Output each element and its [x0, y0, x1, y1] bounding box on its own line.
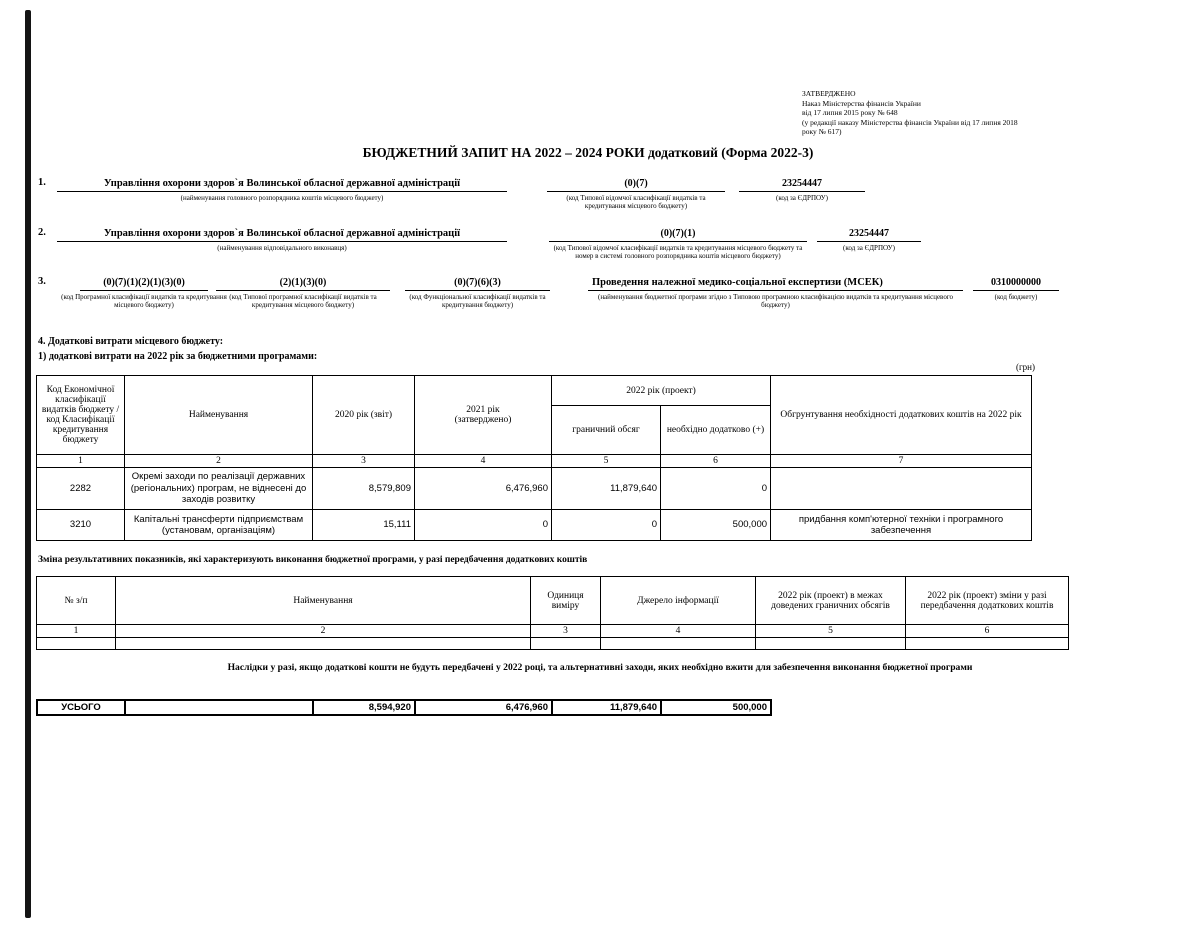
- col-header-changes: 2022 рік (проект) зміни у разі передбачення додаткових коштів: [906, 577, 1069, 625]
- approval-line: Наказ Міністерства фінансів України: [802, 98, 921, 108]
- totals-limit: 11,879,640: [552, 700, 661, 715]
- column-number: 5: [552, 455, 661, 468]
- class-code-value: (0)(7)(1): [549, 227, 807, 242]
- table-row: [37, 468, 1032, 510]
- empty-cell: [125, 700, 313, 715]
- form-title: БЮДЖЕТНИЙ ЗАПИТ НА 2022 – 2024 РОКИ додатковий (Форма 2022-3): [362, 145, 814, 160]
- col-header-limit: граничний обсяг: [552, 406, 661, 455]
- empty-row: [37, 638, 1069, 650]
- totals-2021: 6,476,960: [415, 700, 552, 715]
- row-code: 3210: [37, 510, 125, 541]
- col-header-2020: 2020 рік (звіт): [313, 376, 415, 455]
- section1-number: 1.: [38, 177, 46, 188]
- row-code: 2282: [37, 468, 125, 510]
- chief-administrator-caption: (найменування головного розпорядника коштів місцевого бюджету): [180, 193, 384, 202]
- totals-label: УСЬОГО: [37, 700, 125, 715]
- col-header-2022-group: 2022 рік (проект): [552, 376, 771, 406]
- approval-line: року № 617): [802, 127, 842, 137]
- approval-line: від 17 липня 2015 року № 648: [802, 108, 898, 118]
- column-number-row: [37, 455, 1032, 468]
- indicators-table: [36, 576, 1069, 650]
- column-number: 4: [415, 455, 552, 468]
- empty-cell: [531, 638, 601, 650]
- row-2021-value: 0: [415, 510, 552, 541]
- totals-row: [37, 700, 771, 715]
- consequences-text: Наслідки у разі, якщо додаткові кошти не будуть передбачені у 2022 році, та альтернативні заходи, яких необхідно вжити для забезпечення виконання бюджетної програми: [227, 662, 973, 673]
- edrpou-caption: (код за ЄДРПОУ): [843, 243, 895, 252]
- typical-program-code-field: [216, 276, 390, 310]
- column-number: 4: [601, 625, 756, 638]
- col-header-justification: Обгрунтування необхідності додаткових коштів на 2022 рік: [771, 376, 1032, 455]
- column-number: 6: [661, 455, 771, 468]
- approval-line: (у редакції наказу Міністерства фінансів України від 17 липня 2018: [802, 117, 1018, 127]
- functional-code-field: [405, 276, 550, 310]
- section2-edrpou-field: [817, 227, 921, 252]
- column-number: 2: [125, 455, 313, 468]
- column-number: 1: [37, 625, 116, 638]
- responsible-executor-caption: (найменування відповідального виконавця): [217, 243, 347, 252]
- typical-program-code-caption: (код Типової програмної класифікації видатків та кредитування місцевого бюджету): [229, 292, 377, 310]
- row-justification: [771, 468, 1032, 510]
- program-code-field: [60, 276, 228, 310]
- approval-stamp: [802, 89, 1102, 137]
- budget-code-caption: (код бюджету): [994, 292, 1038, 301]
- col-header-2021: [415, 376, 552, 455]
- col-header-unit: Одиниця виміру: [531, 577, 601, 625]
- empty-cell: [756, 638, 906, 650]
- col-header-index: № з/п: [37, 577, 116, 625]
- col-header-additional-text: необхідно додатково (+): [666, 425, 765, 435]
- col-header-code: Код Економічної класифікації видатків бюджету / код Класифікації кредитування бюджету: [37, 376, 125, 455]
- column-number: 5: [756, 625, 906, 638]
- section2-number: 2.: [38, 227, 46, 238]
- left-scan-artifact-bar: [25, 10, 31, 918]
- program-name-field: [588, 276, 963, 310]
- section2-responsible-executor: [57, 227, 507, 252]
- program-code-caption: (код Програмної класифікації видатків та кредитування місцевого бюджету): [61, 292, 227, 310]
- row-limit-value: 0: [552, 510, 661, 541]
- column-number: 6: [906, 625, 1069, 638]
- section4-subheading: 1) додаткові витрати на 2022 рік за бюджетними програмами:: [38, 351, 318, 362]
- section4-heading: 4. Додаткові витрати місцевого бюджету:: [38, 336, 224, 347]
- column-number: 2: [116, 625, 531, 638]
- typical-program-code-value: (2)(1)(3)(0): [216, 276, 390, 291]
- section1-chief-administrator: [57, 177, 507, 202]
- program-name-caption: (найменування бюджетної програми згідно з Типовою програмною класифікацією видатків та кредитування місцевого бюджету): [597, 292, 954, 310]
- totals-table: [36, 699, 772, 716]
- edrpou-caption: (код за ЄДРПОУ): [776, 193, 828, 202]
- empty-cell: [906, 638, 1069, 650]
- section3-number: 3.: [38, 276, 46, 287]
- section1-class-code-field: [547, 177, 725, 211]
- chief-administrator-name: Управління охорони здоров`я Волинської обласної державної адміністрації: [57, 177, 507, 192]
- section1-edrpou-field: [739, 177, 865, 202]
- program-code-value: (0)(7)(1)(2)(1)(3)(0): [80, 276, 208, 291]
- class-code-value: (0)(7): [547, 177, 725, 192]
- functional-code-value: (0)(7)(6)(3): [405, 276, 550, 291]
- col-header-2021-text: 2021 рік (затверджено): [454, 405, 512, 425]
- currency-note: (грн): [1015, 362, 1035, 372]
- col-header-name: Найменування: [116, 577, 531, 625]
- totals-2020: 8,594,920: [313, 700, 415, 715]
- responsible-executor-name: Управління охорони здоров`я Волинської обласної державної адміністрації: [57, 227, 507, 242]
- empty-cell: [601, 638, 756, 650]
- additional-expenditures-table: [36, 375, 1032, 541]
- budget-code-value: 0310000000: [973, 276, 1059, 291]
- functional-code-caption: (код Функціональної класифікації видатків та кредитування бюджету): [409, 292, 546, 310]
- row-2020-value: 15,111: [313, 510, 415, 541]
- empty-cell: [116, 638, 531, 650]
- totals-additional: 500,000: [661, 700, 771, 715]
- col-header-source: Джерело інформації: [601, 577, 756, 625]
- col-header-additional: [661, 406, 771, 455]
- class-code-caption: (код Типової відомчої класифікації видатків та кредитування місцевого бюджету та номер в системі головного розпорядника коштів місцевого бюджету): [553, 243, 803, 261]
- col-header-within-limits: 2022 рік (проект) в межах доведених граничних обсягів: [756, 577, 906, 625]
- edrpou-value: 23254447: [817, 227, 921, 242]
- table-row: [37, 510, 1032, 541]
- empty-cell: [37, 638, 116, 650]
- column-number: 3: [531, 625, 601, 638]
- column-number: 1: [37, 455, 125, 468]
- row-name: Капітальні трансферти підприємствам (установам, організаціям): [125, 510, 313, 541]
- edrpou-value: 23254447: [739, 177, 865, 192]
- row-2020-value: 8,579,809: [313, 468, 415, 510]
- column-number-row: [37, 625, 1069, 638]
- class-code-caption: (код Типової відомчої класифікації видатків та кредитування місцевого бюджету): [566, 193, 706, 211]
- column-number: 7: [771, 455, 1032, 468]
- col-header-name: Найменування: [125, 376, 313, 455]
- approval-line: ЗАТВЕРДЖЕНО: [802, 89, 856, 98]
- row-additional-value: 0: [661, 468, 771, 510]
- section2-class-code-field: [549, 227, 807, 261]
- row-justification: придбання комп'ютерної техніки і програмного забезпечення: [771, 510, 1032, 541]
- indicators-heading: Зміна результативних показників, які характеризують виконання бюджетної програми, у разі передбачення додаткових коштів: [38, 555, 588, 565]
- row-name: Окремі заходи по реалізації державних (регіональних) програм, не віднесені до заходів розвитку: [125, 468, 313, 510]
- row-limit-value: 11,879,640: [552, 468, 661, 510]
- column-number: 3: [313, 455, 415, 468]
- program-name-value: Проведення належної медико-соціальної експертизи (МСЕК): [588, 276, 963, 291]
- row-2021-value: 6,476,960: [415, 468, 552, 510]
- row-additional-value: 500,000: [661, 510, 771, 541]
- budget-code-field: [973, 276, 1059, 301]
